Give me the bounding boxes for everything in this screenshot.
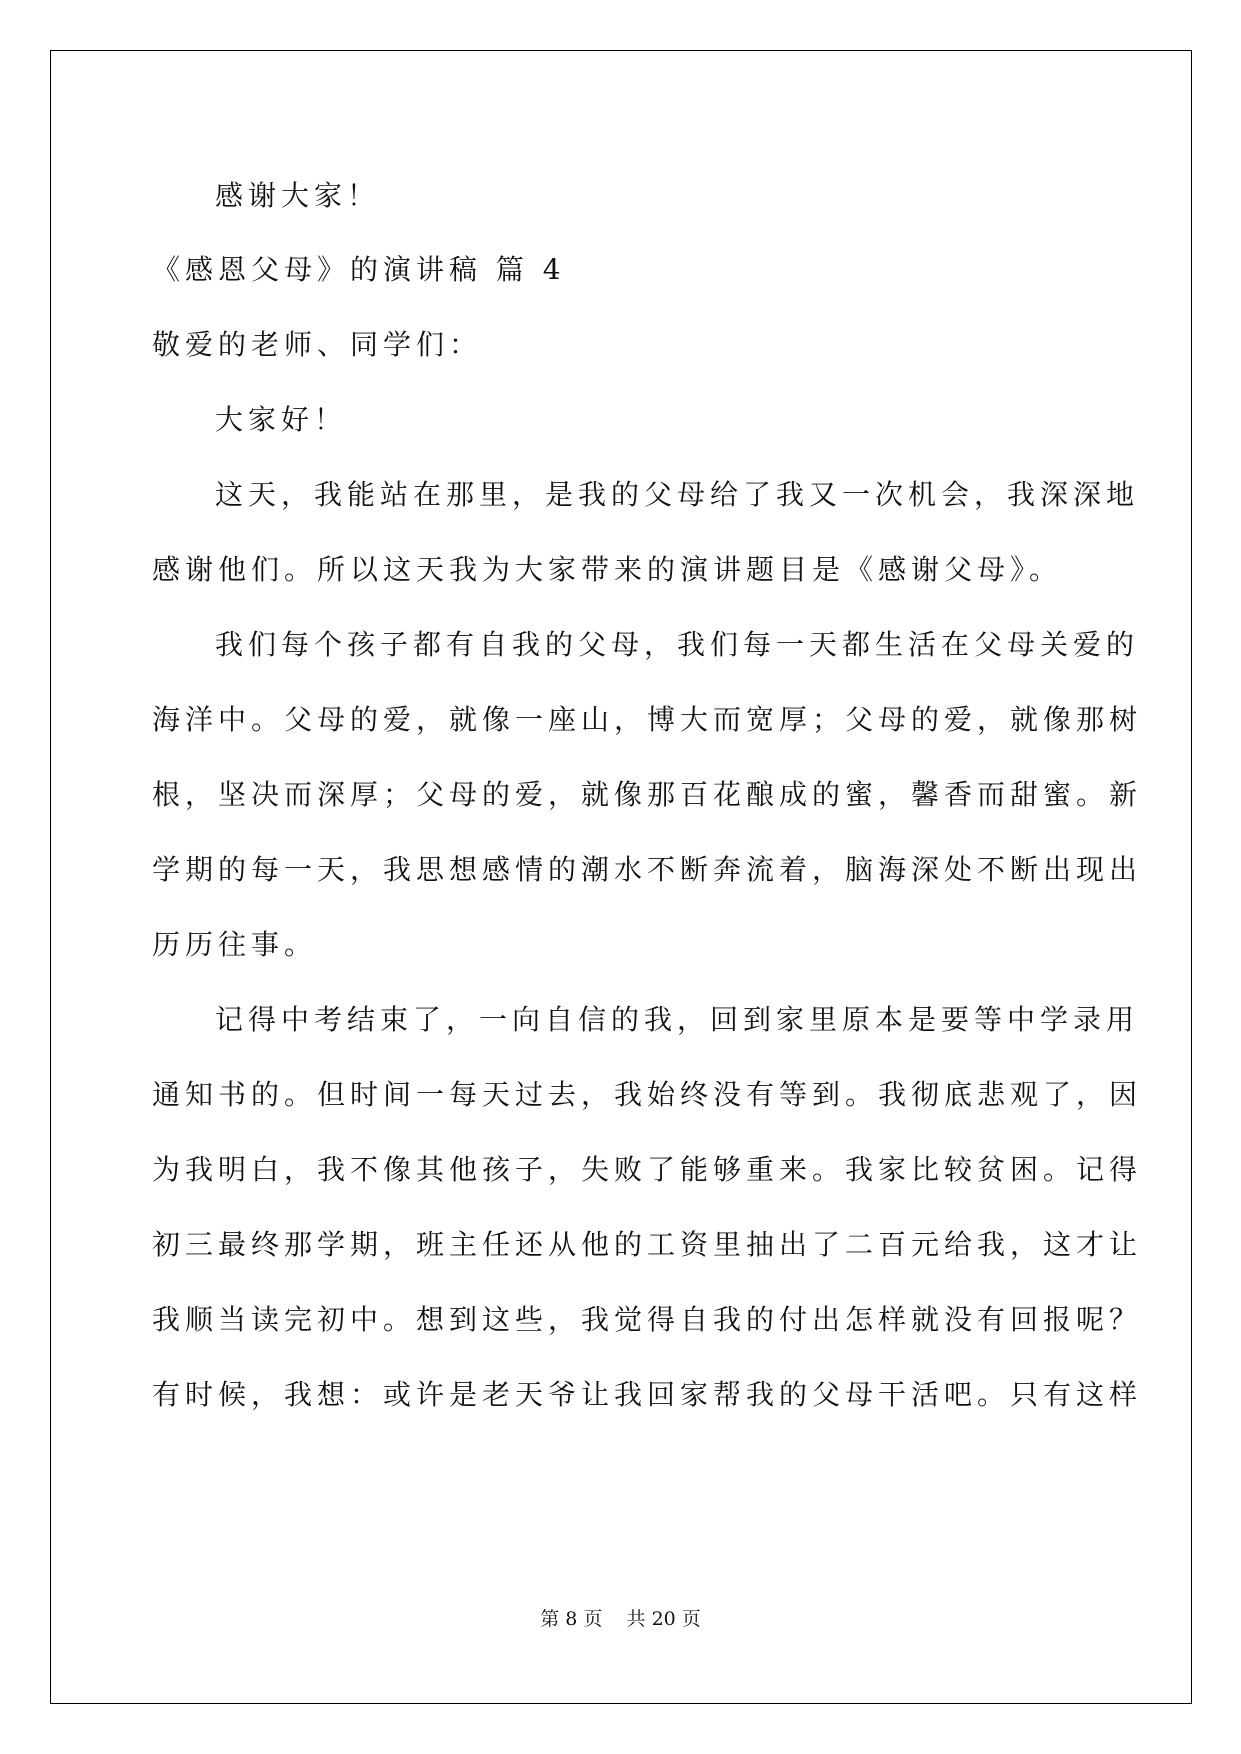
- paragraph-3-line-5: 我顺当读完初中。想到这些，我觉得自我的付出怎样就没有回报呢？: [152, 1303, 1143, 1336]
- paragraph-3-line-1: 记得中考结束了，一向自信的我，回到家里原本是要等中学录用: [215, 1003, 1140, 1036]
- section-heading: 《感恩父母》的演讲稿 篇 4: [152, 253, 566, 286]
- paragraph-3-line-6: 有时候，我想：或许是老天爷让我回家帮我的父母干活吧。只有这样: [152, 1378, 1143, 1411]
- paragraph-3-line-2: 通知书的。但时间一每天过去，我始终没有等到。我彻底悲观了，因: [152, 1078, 1143, 1111]
- closing-line: 感谢大家！: [215, 179, 381, 212]
- page-footer: [0, 1604, 1241, 1631]
- paragraph-1-line-1: 这天，我能站在那里，是我的父母给了我又一次机会，我深深地: [215, 478, 1140, 511]
- paragraph-2-line-2: 海洋中。父母的爱，就像一座山，博大而宽厚；父母的爱，就像那树: [152, 703, 1143, 736]
- paragraph-2-line-4: 学期的每一天，我思想感情的潮水不断奔流着，脑海深处不断出现出: [152, 853, 1143, 886]
- page-total: 共 20 页: [626, 1608, 701, 1630]
- paragraph-2-line-1: 我们每个孩子都有自我的父母，我们每一天都生活在父母关爱的: [215, 628, 1140, 661]
- paragraph-2-line-5: 历历往事。: [152, 928, 318, 961]
- page-number: 第 8 页: [540, 1608, 603, 1630]
- salutation: 敬爱的老师、同学们：: [152, 328, 483, 361]
- greeting: 大家好！: [215, 403, 348, 436]
- paragraph-3-line-3: 为我明白，我不像其他孩子，失败了能够重来。我家比较贫困。记得: [152, 1153, 1143, 1186]
- paragraph-1-line-2: 感谢他们。所以这天我为大家带来的演讲题目是《感谢父母》。: [152, 553, 1063, 586]
- paragraph-3-line-4: 初三最终那学期，班主任还从他的工资里抽出了二百元给我，这才让: [152, 1228, 1143, 1261]
- paragraph-2-line-3: 根，坚决而深厚；父母的爱，就像那百花酿成的蜜，馨香而甜蜜。新: [152, 778, 1143, 811]
